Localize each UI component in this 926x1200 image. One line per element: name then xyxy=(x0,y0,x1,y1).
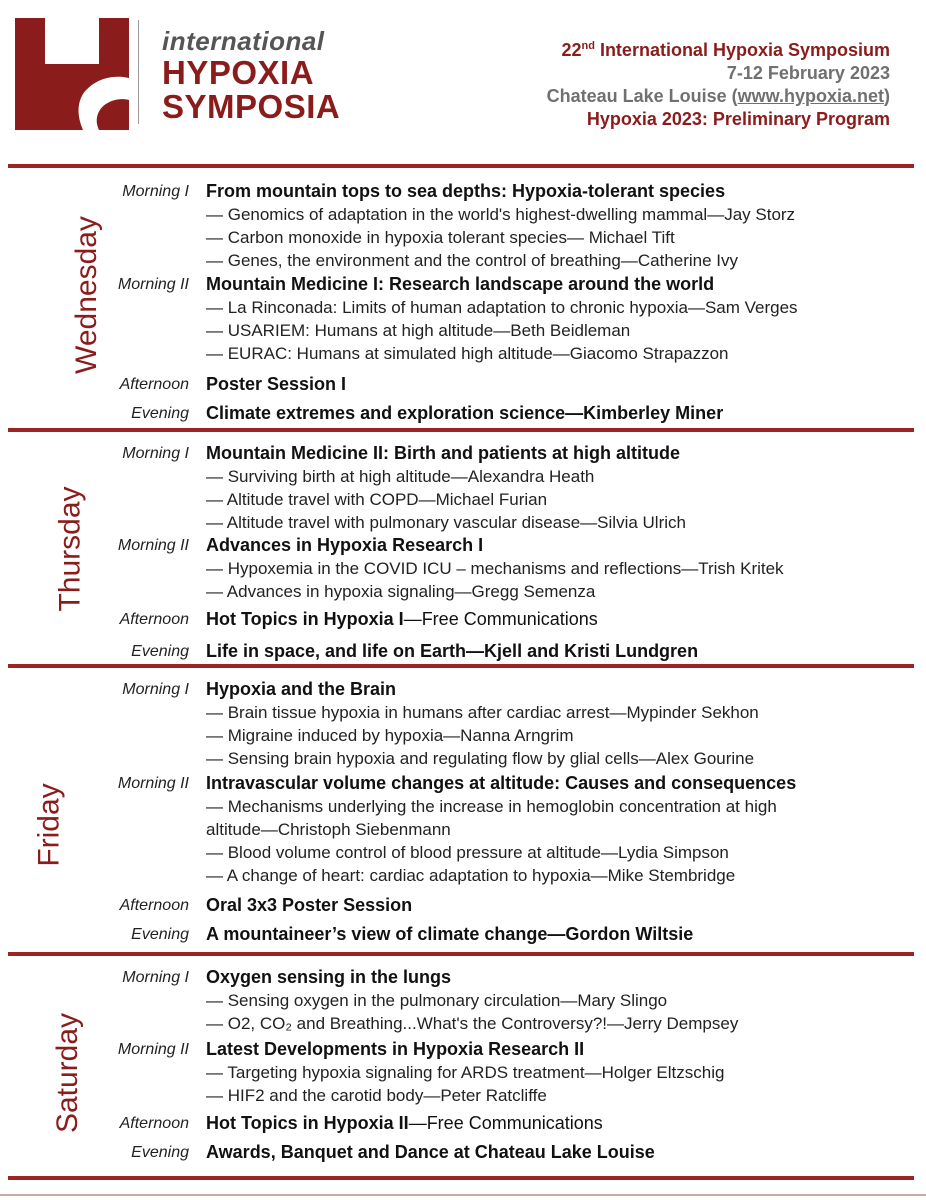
talk-item: — EURAC: Humans at simulated high altitude—Giacomo Strapazzon xyxy=(206,344,729,363)
symposium-venue xyxy=(547,85,890,108)
slot-label: Afternoon xyxy=(119,611,189,628)
symposium-dates: 7-12 February 2023 xyxy=(726,63,890,83)
talk-item: — Genes, the environment and the control of breathing—Catherine Ivy xyxy=(206,251,739,270)
session-content xyxy=(206,678,906,770)
talk-item: — Sensing brain hypoxia and regulating flow by glial cells—Alex Gourine xyxy=(206,749,755,768)
slot-label: Morning II xyxy=(117,1041,189,1058)
talk-item: — Targeting hypoxia signaling for ARDS treatment—Holger Eltzschig xyxy=(206,1063,725,1082)
day-section-saturday xyxy=(8,952,914,1180)
bottom-divider xyxy=(8,1176,914,1180)
symposium-title xyxy=(547,39,890,62)
session-content xyxy=(206,966,906,1035)
venue-close: ) xyxy=(884,86,890,106)
day-section-wednesday xyxy=(8,164,914,432)
page-header xyxy=(0,0,926,150)
slot-label: Evening xyxy=(131,1144,189,1161)
session-content xyxy=(206,923,906,946)
session-content xyxy=(206,1112,906,1135)
day-label xyxy=(8,486,87,612)
session-title: From mountain tops to sea depths: Hypoxia-tolerant species xyxy=(206,181,726,201)
session-content xyxy=(206,442,906,534)
talk-item: — Genomics of adaptation in the world's highest-dwelling mammal—Jay Storz xyxy=(206,205,796,224)
session-title: Mountain Medicine I: Research landscape around the world xyxy=(206,274,715,294)
logo-line-symposia: SYMPOSIA xyxy=(162,88,341,125)
talk-item: — HIF2 and the carotid body—Peter Ratcliffe xyxy=(206,1086,547,1105)
slot-label: Afternoon xyxy=(119,1115,189,1132)
session-title: Oxygen sensing in the lungs xyxy=(206,967,452,987)
session-title: Oral 3x3 Poster Session xyxy=(206,895,413,915)
session-title: Intravascular volume changes at altitude: Causes and consequences xyxy=(206,773,797,793)
talk-item: — A change of heart: cardiac adaptation to hypoxia—Mike Stembridge xyxy=(206,866,736,885)
session-title: Mountain Medicine II: Birth and patients at high altitude xyxy=(206,443,681,463)
day-name: Friday xyxy=(32,783,66,867)
talk-item: — O2, CO₂ and Breathing...What's the Controversy?!—Jerry Dempsey xyxy=(206,1014,739,1033)
session-title xyxy=(206,608,906,631)
session-title: Poster Session I xyxy=(206,374,347,394)
session-title xyxy=(206,1112,906,1135)
slot-label: Morning I xyxy=(122,681,189,698)
talk-item: — Altitude travel with pulmonary vascular disease—Silvia Ulrich xyxy=(206,513,686,532)
session-content xyxy=(206,534,906,603)
slot-label: Evening xyxy=(131,926,189,943)
session-content xyxy=(206,1141,906,1164)
website-link[interactable]: www.hypoxia.net xyxy=(737,86,884,106)
day-label xyxy=(8,216,103,374)
symposium-name: International Hypoxia Symposium xyxy=(594,40,890,60)
talk-item: — Advances in hypoxia signaling—Gregg Semenza xyxy=(206,582,596,601)
day-section-thursday xyxy=(8,428,914,668)
session-content xyxy=(206,273,906,365)
day-name: Wednesday xyxy=(69,216,103,374)
talk-item: — Hypoxemia in the COVID ICU – mechanisms and reflections—Trish Kritek xyxy=(206,559,784,578)
program-title: Hypoxia 2023: Preliminary Program xyxy=(586,109,890,129)
session-title-main: Hot Topics in Hypoxia II xyxy=(206,1113,409,1133)
session-content xyxy=(206,772,906,887)
session-content xyxy=(206,373,906,396)
day-section-friday xyxy=(8,664,914,956)
session-title-suffix: —Free Communications xyxy=(403,609,598,629)
logo-line-international: international xyxy=(162,26,325,56)
session-content xyxy=(206,1038,906,1107)
session-title-suffix: —Free Communications xyxy=(408,1113,603,1133)
talk-item: — Migraine induced by hypoxia—Nanna Arngrim xyxy=(206,726,574,745)
session-title: Hypoxia and the Brain xyxy=(206,679,397,699)
session-content xyxy=(206,402,906,425)
slot-label: Morning II xyxy=(117,537,189,554)
talk-item: — Mechanisms underlying the increase in hemoglobin concentration at high altitude—Christoph Siebenmann xyxy=(206,797,777,839)
slot-label: Morning I xyxy=(122,445,189,462)
slot-label: Evening xyxy=(131,405,189,422)
session-content xyxy=(206,608,906,631)
talk-item: — USARIEM: Humans at high altitude—Beth Beidleman xyxy=(206,321,631,340)
slot-label: Morning I xyxy=(122,183,189,200)
logo-wordmark xyxy=(162,26,340,124)
session-content xyxy=(206,640,906,663)
talk-item: — La Rinconada: Limits of human adaptation to chronic hypoxia—Sam Verges xyxy=(206,298,798,317)
session-title: Awards, Banquet and Dance at Chateau Lake Louise xyxy=(206,1142,655,1162)
day-label xyxy=(8,783,68,867)
symposium-info xyxy=(547,39,890,131)
day-name: Saturday xyxy=(51,1012,85,1134)
day-name: Thursday xyxy=(53,486,87,612)
talk-item: — Brain tissue hypoxia in humans after cardiac arrest—Mypinder Sekhon xyxy=(206,703,759,722)
session-title: A mountaineer’s view of climate change—Gordon Wiltsie xyxy=(206,924,694,944)
hypoxia-h-logo-icon xyxy=(15,18,137,130)
session-content xyxy=(206,894,906,917)
talk-item: — Carbon monoxide in hypoxia tolerant species— Michael Tift xyxy=(206,228,675,247)
session-title: Life in space, and life on Earth—Kjell and Kristi Lundgren xyxy=(206,641,699,661)
slot-label: Morning I xyxy=(122,969,189,986)
venue-text: Chateau Lake Louise ( xyxy=(546,86,738,106)
session-title: Climate extremes and exploration science—Kimberley Miner xyxy=(206,403,724,423)
symposium-number: 22 xyxy=(561,40,582,60)
slot-label: Morning II xyxy=(117,775,189,792)
logo-divider xyxy=(138,20,139,124)
symposium-ordinal: nd xyxy=(581,40,595,52)
slot-label: Afternoon xyxy=(119,897,189,914)
talk-item: — Sensing oxygen in the pulmonary circulation—Mary Slingo xyxy=(206,991,668,1010)
logo-line-hypoxia: HYPOXIA xyxy=(162,54,315,91)
slot-label: Evening xyxy=(131,643,189,660)
talk-item: — Altitude travel with COPD—Michael Furian xyxy=(206,490,548,509)
footer-line xyxy=(0,1194,926,1196)
session-title: Latest Developments in Hypoxia Research II xyxy=(206,1039,585,1059)
day-label xyxy=(8,1012,85,1134)
talk-item: — Blood volume control of blood pressure at altitude—Lydia Simpson xyxy=(206,843,729,862)
talk-item: — Surviving birth at high altitude—Alexandra Heath xyxy=(206,467,595,486)
slot-label: Morning II xyxy=(117,276,189,293)
session-title: Advances in Hypoxia Research I xyxy=(206,535,484,555)
session-content xyxy=(206,180,906,272)
session-title-main: Hot Topics in Hypoxia I xyxy=(206,609,404,629)
slot-label: Afternoon xyxy=(119,376,189,393)
